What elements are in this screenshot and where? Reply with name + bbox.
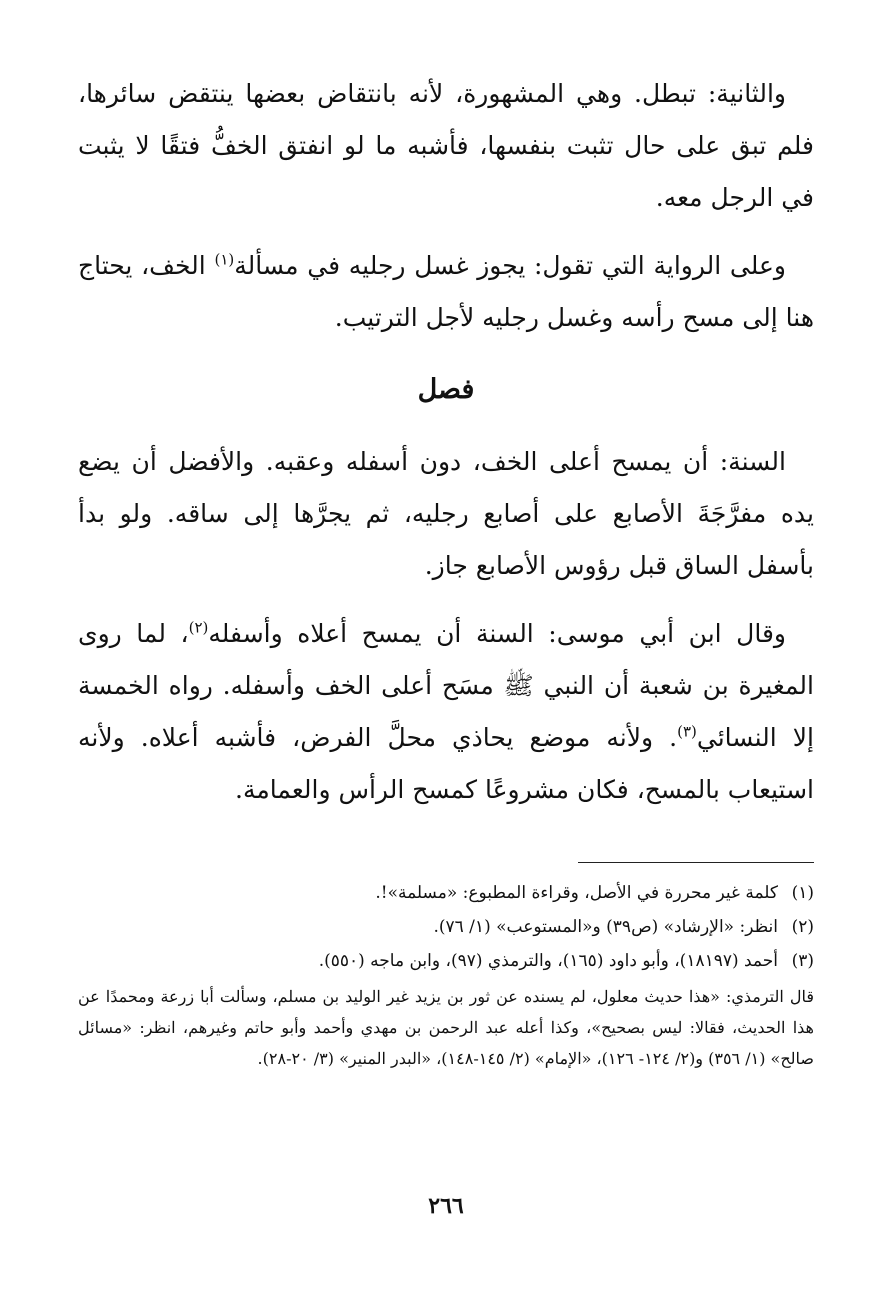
footnote-2 [78,912,814,943]
page-number: ٢٦٦ [428,1193,464,1219]
footnote-3-number: (٣) [791,951,814,971]
footnote-ref-2[interactable]: (٢) [188,618,209,637]
page [78,68,814,1290]
paragraph-3 [78,436,814,592]
footnotes [78,878,814,1074]
paragraph-1-text: والثانية: تبطل. وهي المشهورة، لأنه بانتقاض بعضها ينتقض سائرها، فلم تبق على حال تثبت بنفسها، فأشبه ما لو انفتق الخفُّ فتقًا لا يثبت في الرجل معه. [78,79,814,212]
footnote-ref-3[interactable]: (٣) [677,722,697,741]
footnote-3 [78,946,814,977]
paragraph-2-text-a: وعلى الرواية التي تقول: يجوز غسل رجليه في مسألة [234,251,786,280]
footnote-1-text: كلمة غير محررة في الأصل، وقراءة المطبوع: «مسلمة»!. [375,883,778,903]
paragraph-1 [78,68,814,224]
footnote-1 [78,878,814,909]
footnote-2-text: انظر: «الإرشاد» (ص٣٩) و«المستوعب» (١/ ٧٦). [433,917,778,937]
footnote-3-continuation: قال الترمذي: «هذا حديث معلول، لم يسنده عن ثور بن يزيد غير الوليد بن مسلم، وسألت أبا زرعة ومحمدًا عن هذا الحديث، فقالا: ليس بصحيح»، وكذا أعله عبد الرحمن بن مهدي وأحمد وأبو حاتم وغيرهم، انظر: «مسائل صالح» (١/ ٣٥٦) و(٢/ ١٢٤- ١٢٦)، «الإمام» (٢/ ١٤٥-١٤٨)، «البدر المنير» (٣/ ٢٠-٢٨). [78,987,814,1068]
footnote-3-text: أحمد (١٨١٩٧)، وأبو داود (١٦٥)، والترمذي (٩٧)، وابن ماجه (٥٥٠). [318,951,778,971]
paragraph-4-text-c: . ولأنه موضع يحاذي محلَّ الفرض، فأشبه أعلاه. ولأنه استيعاب بالمسح، فكان مشروعًا كمسح الرأس والعمامة. [78,723,814,804]
paragraph-2 [78,240,814,344]
paragraph-4-text-b: ، لما روى المغيرة بن شعبة أن النبي ﷺ مسَح أعلى الخف وأسفله. رواه الخمسة إلا النسائي [78,619,814,752]
paragraph-4-text-a: وقال ابن أبي موسى: السنة أن يمسح أعلاه وأسفله [208,619,786,648]
section-heading: فصل [417,374,475,405]
paragraph-4 [78,608,814,816]
footnote-1-number: (١) [791,883,814,903]
paragraph-2-text-b: الخف، يحتاج هنا إلى مسح رأسه وغسل رجليه لأجل الترتيب. [78,251,814,332]
footnote-2-number: (٢) [791,917,814,937]
paragraph-3-text: السنة: أن يمسح أعلى الخف، دون أسفله وعقبه. والأفضل أن يضع يده مفرَّجَةَ الأصابع على أصابع رجليه، ثم يجرَّها إلى ساقه. ولو بدأ بأسفل الساق قبل رؤوس الأصابع جاز. [78,447,814,580]
footnote-divider [578,862,814,863]
footnote-ref-1[interactable]: (١) [214,250,235,269]
